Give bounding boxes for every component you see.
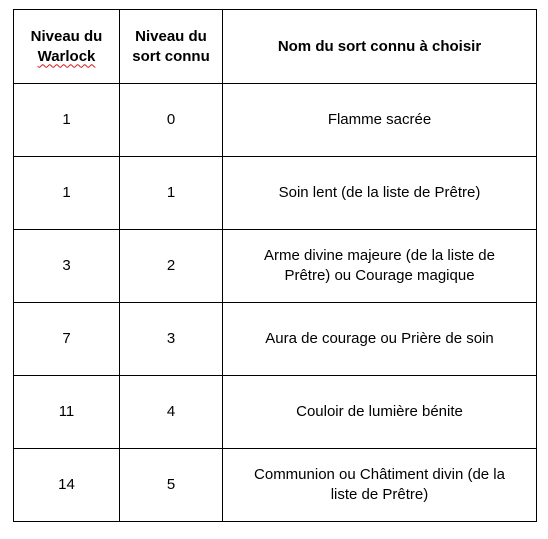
header-warlock-level-line1: Niveau du (30, 27, 103, 45)
header-warlock-level-line2: Warlock (37, 47, 96, 65)
cell-spell-name-line2: Prêtre) ou Courage magique (284, 267, 475, 284)
table-row (14, 84, 537, 157)
cell-spell-name (223, 157, 537, 230)
cell-spell-level: 1 (120, 157, 223, 230)
cell-spell-name-line1: Aura de courage ou Prière de soin (265, 330, 494, 347)
header-spell-level-line2: sort connu (132, 47, 210, 65)
table-header (14, 10, 537, 84)
cell-warlock-level: 11 (14, 376, 120, 449)
cell-spell-name (223, 84, 537, 157)
spell-table (13, 9, 537, 522)
cell-spell-name (223, 230, 537, 303)
cell-spell-level: 4 (120, 376, 223, 449)
table-row (14, 157, 537, 230)
header-spell-level-line1: Niveau du (135, 27, 207, 45)
header-spell-level (120, 10, 223, 84)
cell-spell-name-line1: Communion ou Châtiment divin (de la (254, 466, 505, 483)
cell-spell-name-line1: Soin lent (de la liste de Prêtre) (278, 184, 481, 201)
table-body (14, 84, 537, 522)
header-warlock-level (14, 10, 120, 84)
cell-spell-name-line1: Flamme sacrée (327, 111, 432, 128)
header-row (14, 10, 537, 84)
cell-warlock-level: 1 (14, 157, 120, 230)
cell-warlock-level: 14 (14, 449, 120, 522)
cell-spell-name (223, 376, 537, 449)
cell-spell-level: 5 (120, 449, 223, 522)
table-row (14, 449, 537, 522)
cell-warlock-level: 3 (14, 230, 120, 303)
cell-spell-name (223, 303, 537, 376)
cell-spell-name-line1: Couloir de lumière bénite (296, 403, 463, 420)
cell-spell-name-line2: liste de Prêtre) (330, 486, 429, 503)
cell-spell-level: 3 (120, 303, 223, 376)
header-spell-name: Nom du sort connu à choisir (223, 10, 537, 84)
table-row (14, 230, 537, 303)
cell-warlock-level: 1 (14, 84, 120, 157)
table-row (14, 376, 537, 449)
cell-spell-level: 2 (120, 230, 223, 303)
cell-spell-level: 0 (120, 84, 223, 157)
table-row (14, 303, 537, 376)
cell-spell-name (223, 449, 537, 522)
cell-spell-name-line1: Arme divine majeure (de la liste de (264, 247, 495, 264)
cell-warlock-level: 7 (14, 303, 120, 376)
